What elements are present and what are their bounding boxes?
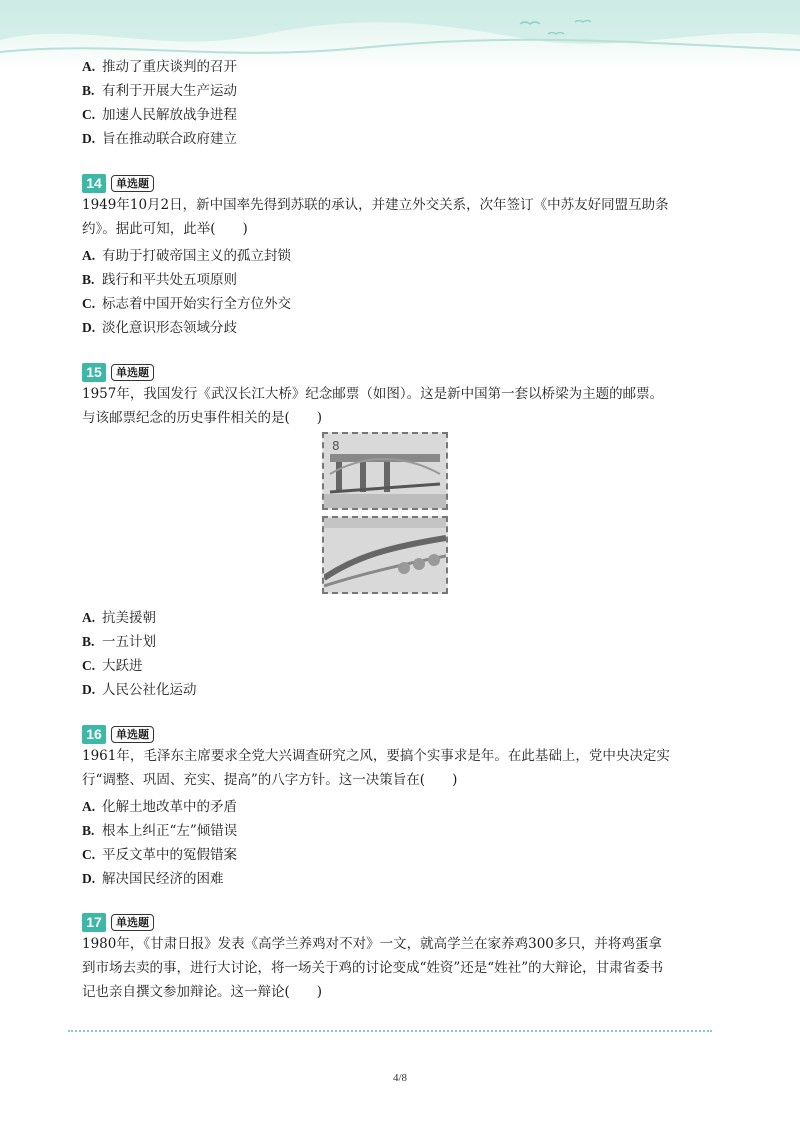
question-16-stem: 1961年，毛泽东主席要求全党大兴调查研究之风，要搞个实事求是年。在此基础上，党中央决定实 行“调整、巩固、充实、提高”的八字方针。这一决策旨在( ) [82,748,670,788]
option-14-b[interactable]: B. 践行和平共处五项原则 [82,272,237,288]
question-type-tag: 单选题 [111,364,154,381]
option-14-d[interactable]: D. 淡化意识形态领域分歧 [82,320,237,336]
option-16-b[interactable]: B. 根本上纠正“左”倾错误 [82,823,238,839]
stamp-bottom [322,516,448,594]
option-16-d[interactable]: D. 解决国民经济的困难 [82,871,224,887]
question-16-header [82,724,154,744]
option-15-d[interactable]: D. 人民公社化运动 [82,682,197,698]
question-type-tag: 单选题 [111,726,154,743]
question-17-stem: 1980年，《甘肃日报》发表《高学兰养鸡对不对》一文，就高学兰在家养鸡300多只，并将鸡蛋拿 到市场去卖的事，进行大讨论，将一场关于鸡的讨论变成“姓资”还是“姓社”的大辩论，甘肃省委书 记也亲自撰文参加辩论。这一辩论( ) [82,936,664,1000]
question-number-badge: 16 [82,725,106,744]
page-number: 4/8 [392,1072,408,1084]
question-14-stem: 1949年10月2日，新中国率先得到苏联的承认，并建立外交关系，次年签订《中苏友好同盟互助条 约》。据此可知，此举( ) [82,197,669,237]
option-16-c[interactable]: C. 平反文革中的冤假错案 [82,847,237,863]
page-divider [68,1030,712,1032]
option-13-c[interactable]: C. 加速人民解放战争进程 [82,107,237,123]
option-15-b[interactable]: B. 一五计划 [82,634,156,650]
question-15-stem: 1957年，我国发行《武汉长江大桥》纪念邮票（如图）。这是新中国第一套以桥梁为主题的邮票。 与该邮票纪念的历史事件相关的是( ) [82,386,664,426]
option-13-b[interactable]: B. 有利于开展大生产运动 [82,83,237,99]
stamp-top [322,432,448,510]
option-15-c[interactable]: C. 大跃进 [82,658,143,674]
question-type-tag: 单选题 [111,914,154,931]
question-number-badge: 17 [82,913,106,932]
option-14-a[interactable]: A. 有助于打破帝国主义的孤立封锁 [82,248,291,264]
question-number-badge: 14 [82,174,106,193]
option-16-a[interactable]: A. 化解土地改革中的矛盾 [82,799,237,815]
option-13-a[interactable]: A. 推动了重庆谈判的召开 [82,59,237,75]
option-14-c[interactable]: C. 标志着中国开始实行全方位外交 [82,296,291,312]
option-15-a[interactable]: A. 抗美援朝 [82,610,156,626]
question-15-header [82,362,154,382]
option-13-d[interactable]: D. 旨在推动联合政府建立 [82,131,237,147]
bridge-stamp-image [322,432,446,592]
question-number-badge: 15 [82,363,106,382]
question-type-tag: 单选题 [111,175,154,192]
svg-text:8: 8 [332,439,340,453]
question-17-header [82,912,154,932]
question-14-header [82,173,154,193]
